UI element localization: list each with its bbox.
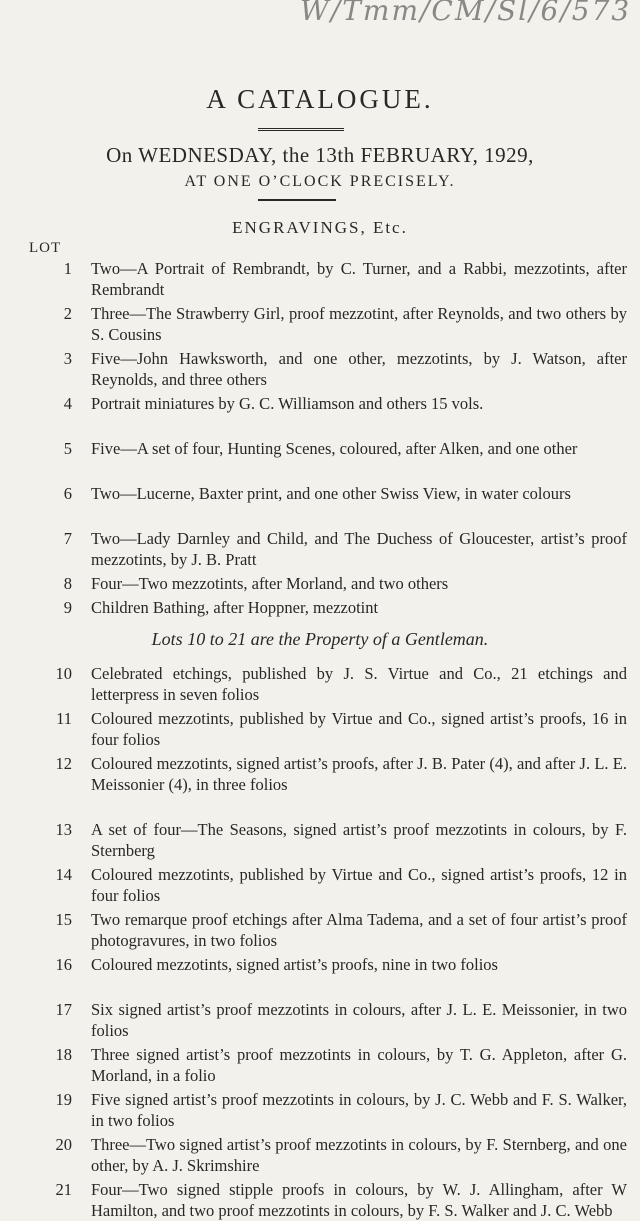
lot-description: Portrait miniatures by G. C. Williamson and others 15 vols. — [91, 394, 484, 413]
catalogue-title: A CATALOGUE. — [206, 84, 434, 114]
lot-description: Five signed artist’s proof mezzotints in colours, by J. C. Webb and F. S. Walker, in two folios — [91, 1090, 627, 1130]
sale-time: AT ONE O’CLOCK PRECISELY. — [184, 173, 456, 190]
lot-description: Three—The Strawberry Girl, proof mezzotint, after Reynolds, and two others by S. Cousins — [91, 304, 627, 344]
lot-description: Coloured mezzotints, published by Virtue and Co., signed artist’s proofs, 12 in four folios — [91, 865, 627, 905]
lot-description: Coloured mezzotints, signed artist’s proofs, after J. B. Pater (4), and after J. L. E. Meissonier (4), in three folios — [91, 754, 627, 794]
lot-number: 12 — [55, 754, 72, 773]
lot-description: A set of four—The Seasons, signed artist’s proof mezzotints in colours, by F. Sternberg — [91, 820, 627, 860]
lot-number: 14 — [55, 865, 72, 884]
lot-number: 5 — [63, 439, 72, 458]
lot-number: 10 — [55, 664, 72, 683]
provenance-note: Lots 10 to 21 are the Property of a Gentleman. — [151, 629, 489, 649]
lot-description: Two remarque proof etchings after Alma Tadema, and a set of four artist’s proof photogravures, in two folios — [91, 910, 627, 950]
lot-number: 15 — [55, 910, 72, 929]
lot-number: 19 — [55, 1090, 72, 1109]
lot-number: 1 — [63, 259, 72, 278]
time-rule — [258, 199, 336, 201]
lot-description: Coloured mezzotints, published by Virtue and Co., signed artist’s proofs, 16 in four folios — [91, 709, 627, 749]
lot-description: Five—John Hawksworth, and one other, mezzotints, by J. Watson, after Reynolds, and three others — [91, 349, 627, 389]
section-heading: ENGRAVINGS, Etc. — [232, 218, 408, 237]
lot-description: Four—Two mezzotints, after Morland, and two others — [91, 574, 449, 593]
lot-description: Three signed artist’s proof mezzotints in colours, by T. G. Appleton, after G. Morland, in a folio — [91, 1045, 627, 1085]
lot-description: Two—A Portrait of Rembrandt, by C. Turner, and a Rabbi, mezzotints, after Rembrandt — [91, 259, 627, 299]
lot-description: Five—A set of four, Hunting Scenes, coloured, after Alken, and one other — [91, 439, 578, 458]
lot-description: Six signed artist’s proof mezzotints in colours, after J. L. E. Meissonier, in two folios — [91, 1000, 627, 1040]
lot-description: Children Bathing, after Hoppner, mezzotint — [91, 598, 379, 617]
lot-number: 4 — [63, 394, 72, 413]
handwritten-annotation: W/Tmm/CM/Sl/6/573 — [300, 0, 632, 27]
lot-description: Coloured mezzotints, signed artist’s proofs, nine in two folios — [91, 955, 498, 974]
lot-description: Four—Two signed stipple proofs in colours, by W. J. Allingham, after W Hamilton, and two proof mezzotints in colours, by F. S. Walker and J. C. Webb — [91, 1180, 627, 1220]
lot-number: 13 — [55, 820, 72, 839]
lot-number: 3 — [63, 349, 72, 368]
sale-date: On WEDNESDAY, the 13th FEBRUARY, 1929, — [106, 143, 534, 167]
lot-number: 6 — [63, 484, 72, 503]
lot-number: 11 — [56, 709, 72, 728]
lot-column-header: LOT — [29, 240, 62, 256]
lot-number: 7 — [63, 529, 72, 548]
lot-number: 16 — [55, 955, 72, 974]
title-rule — [258, 128, 344, 131]
lot-description: Three—Two signed artist’s proof mezzotints in colours, by F. Sternberg, and one other, by A. J. Skrimshire — [91, 1135, 627, 1175]
lot-description: Two—Lady Darnley and Child, and The Duchess of Gloucester, artist’s proof mezzotints, by J. B. Pratt — [91, 529, 627, 569]
lot-number: 18 — [55, 1045, 72, 1064]
lot-number: 20 — [55, 1135, 72, 1154]
lot-number: 17 — [55, 1000, 72, 1019]
lot-description: Celebrated etchings, published by J. S. Virtue and Co., 21 etchings and letterpress in seven folios — [91, 664, 627, 704]
lot-description: Two—Lucerne, Baxter print, and one other Swiss View, in water colours — [91, 484, 571, 503]
lot-number: 8 — [63, 574, 72, 593]
lot-number: 9 — [63, 598, 72, 617]
lot-number: 2 — [63, 304, 72, 323]
lot-number: 21 — [55, 1180, 72, 1199]
